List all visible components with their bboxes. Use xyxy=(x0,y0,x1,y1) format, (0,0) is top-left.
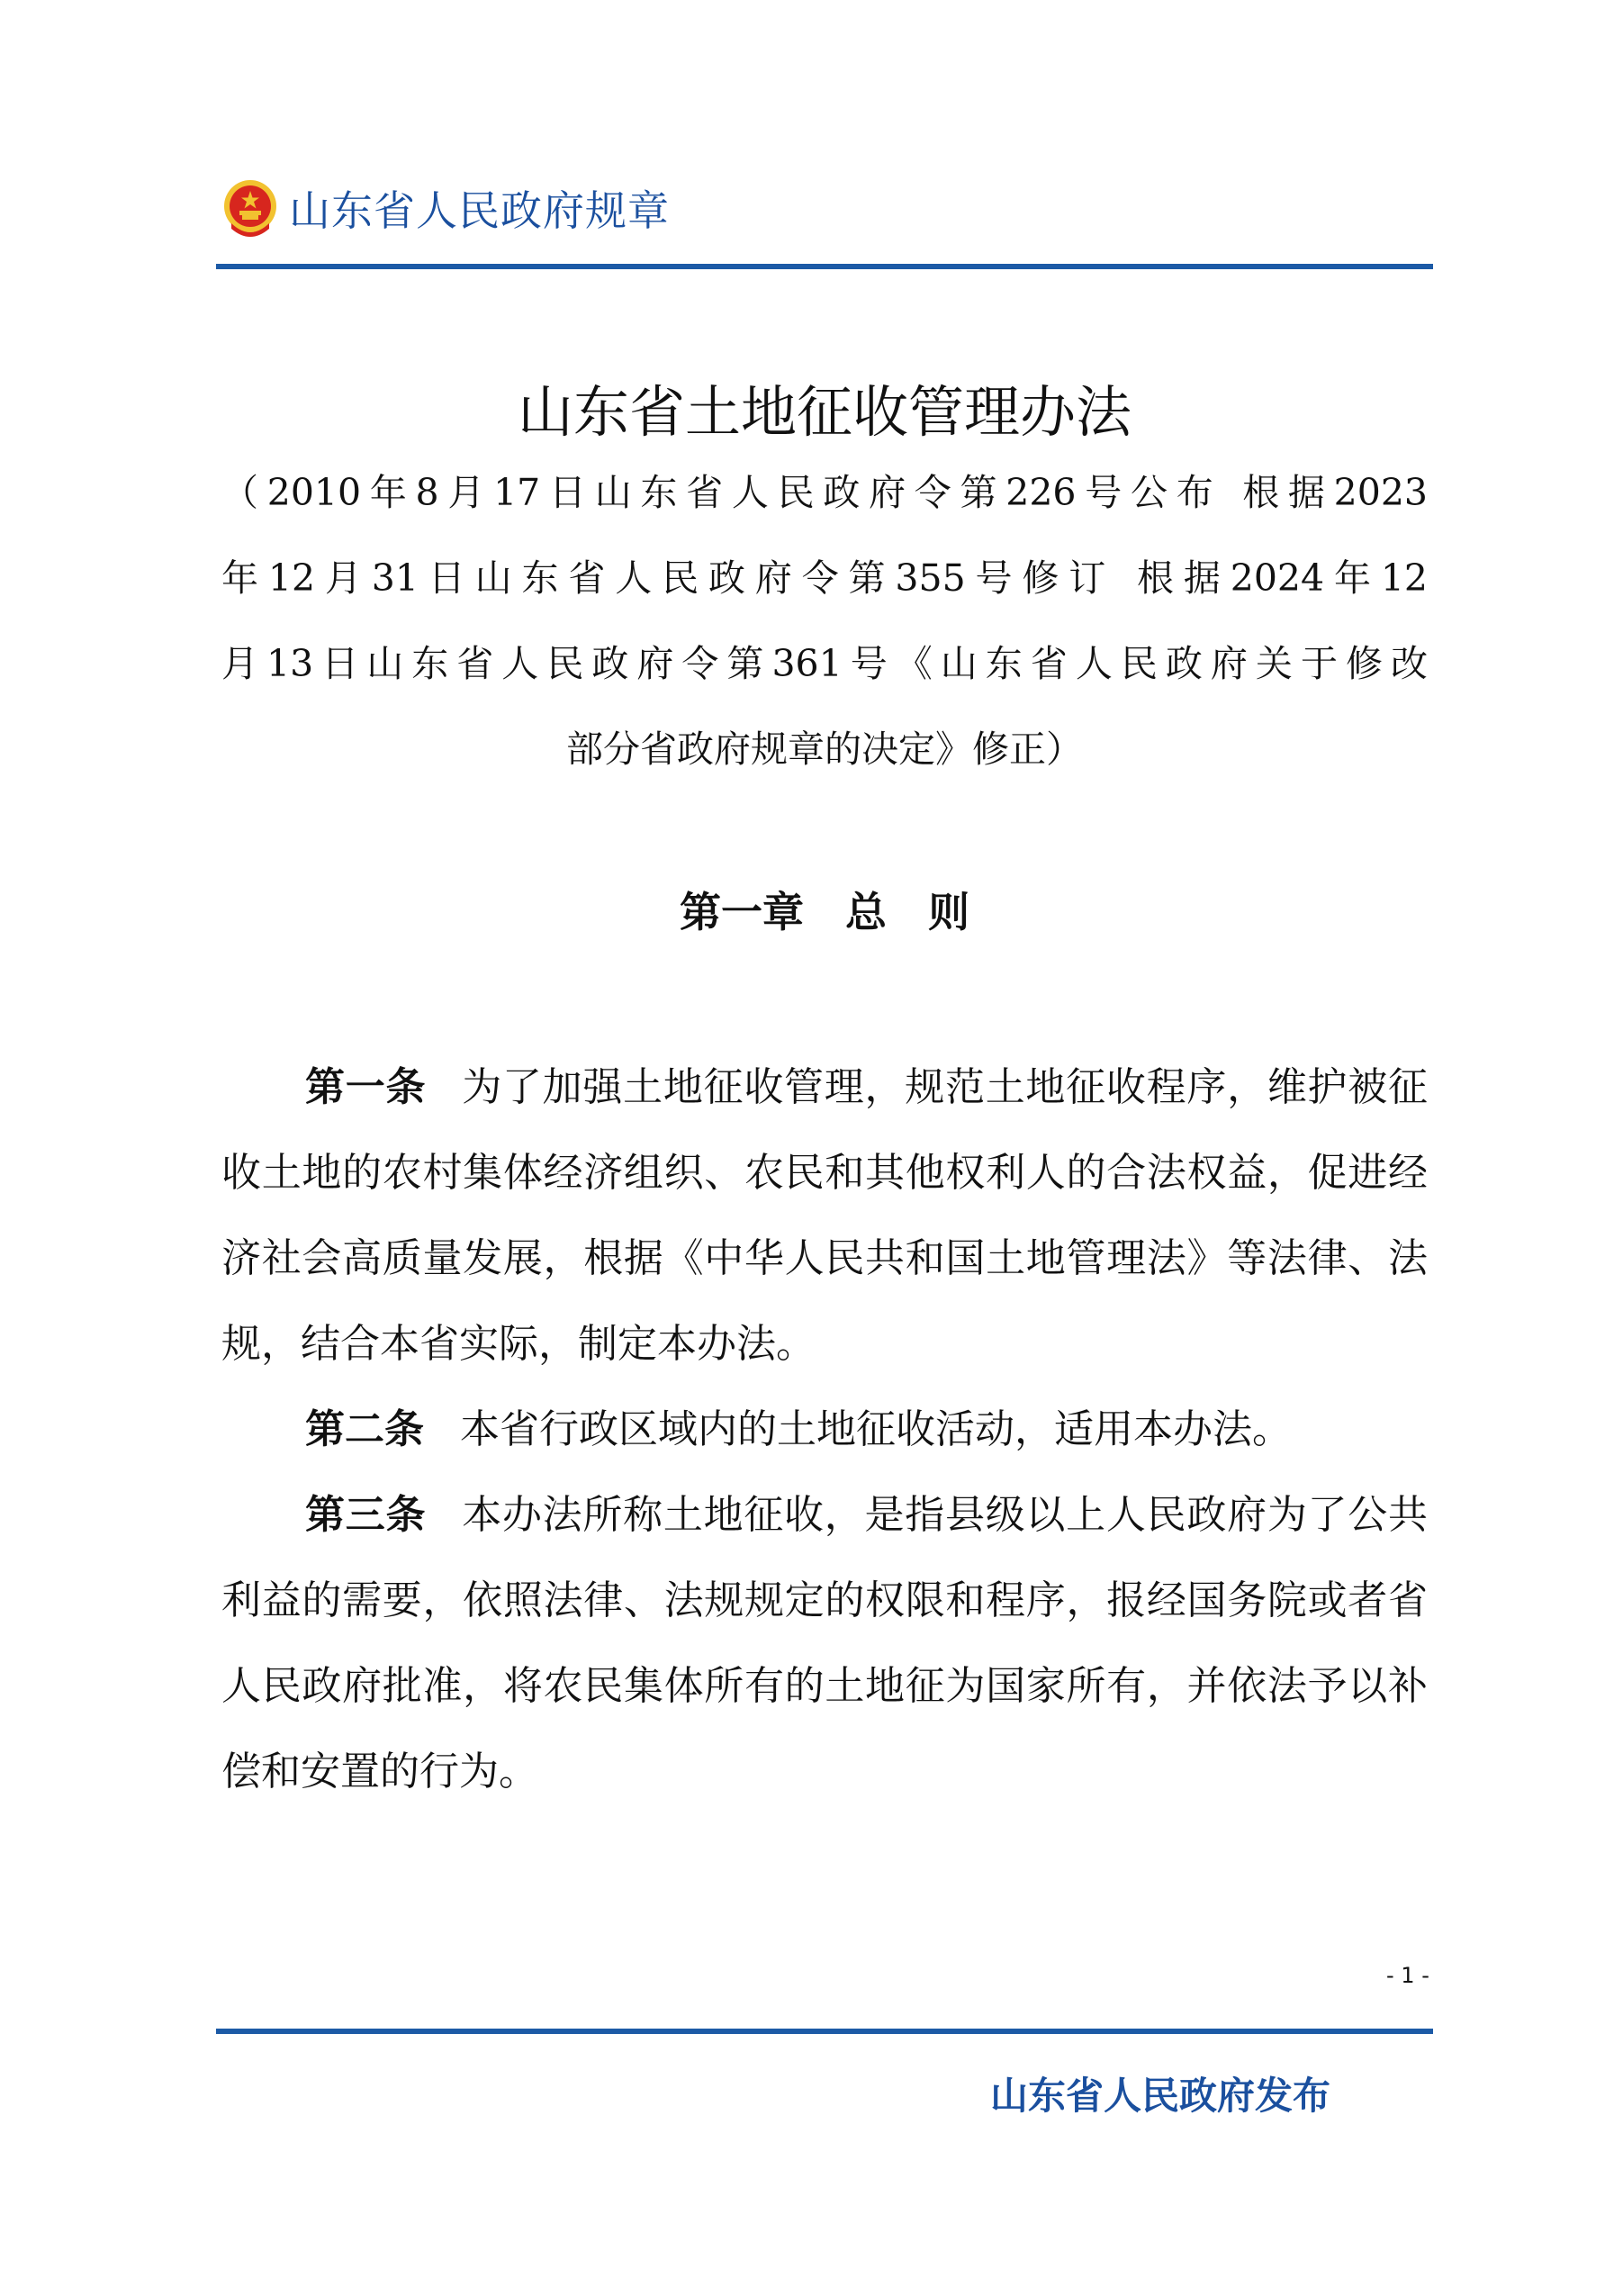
footer-divider xyxy=(216,2029,1433,2034)
page-header xyxy=(222,176,670,240)
issuance-line: 部分省政府规章的决定》修正） xyxy=(566,728,1083,771)
chapter-heading: 第一章 总 则 xyxy=(680,888,969,936)
article xyxy=(221,1472,1428,1814)
document-title: 山东省土地征收管理办法 xyxy=(517,379,1132,445)
header-divider xyxy=(216,264,1433,269)
article-text: 本省行政区域内的土地征收活动，适用本办法。 xyxy=(460,1406,1292,1452)
national-emblem-icon xyxy=(222,178,278,238)
article-text: 为了加强土地征收管理，规范土地征收程序，维护被征收土地的农村集体经济组织、农民和其他权利人的合法权益，促进经济社会高质量发展，根据《中华人民共和国土地管理法》等法律、法规，结合本省实际，制定本办法。 xyxy=(221,1064,1429,1367)
article-text: 本办法所称土地征收，是指县级以上人民政府为了公共利益的需要，依照法律、法规规定的权限和程序，报经国务院或者省人民政府批准，将农民集体所有的土地征为国家所有，并依法予以补偿和安置的行为。 xyxy=(221,1492,1429,1794)
issuance-note xyxy=(221,450,1428,792)
article xyxy=(221,1044,1428,1387)
header-title: 山东省人民政府规章 xyxy=(289,186,670,235)
page-number: - 1 - xyxy=(1386,1963,1429,1988)
article-label: 第二条 xyxy=(305,1406,424,1452)
article-label: 第一条 xyxy=(305,1064,427,1110)
issuance-line: 月13日山东省人民政府令第361号《山东省人民政府关于修改 xyxy=(221,642,1428,685)
issuance-line: 年12月31日山东省人民政府令第355号修订 根据2024年12 xyxy=(221,556,1428,600)
issuance-line: （2010年8月17日山东省人民政府令第226号公布 根据2023 xyxy=(221,471,1428,514)
footer-publisher: 山东省人民政府发布 xyxy=(990,2074,1331,2118)
article xyxy=(221,1387,1428,1472)
article-label: 第三条 xyxy=(305,1492,427,1538)
document-body xyxy=(221,1044,1428,1814)
